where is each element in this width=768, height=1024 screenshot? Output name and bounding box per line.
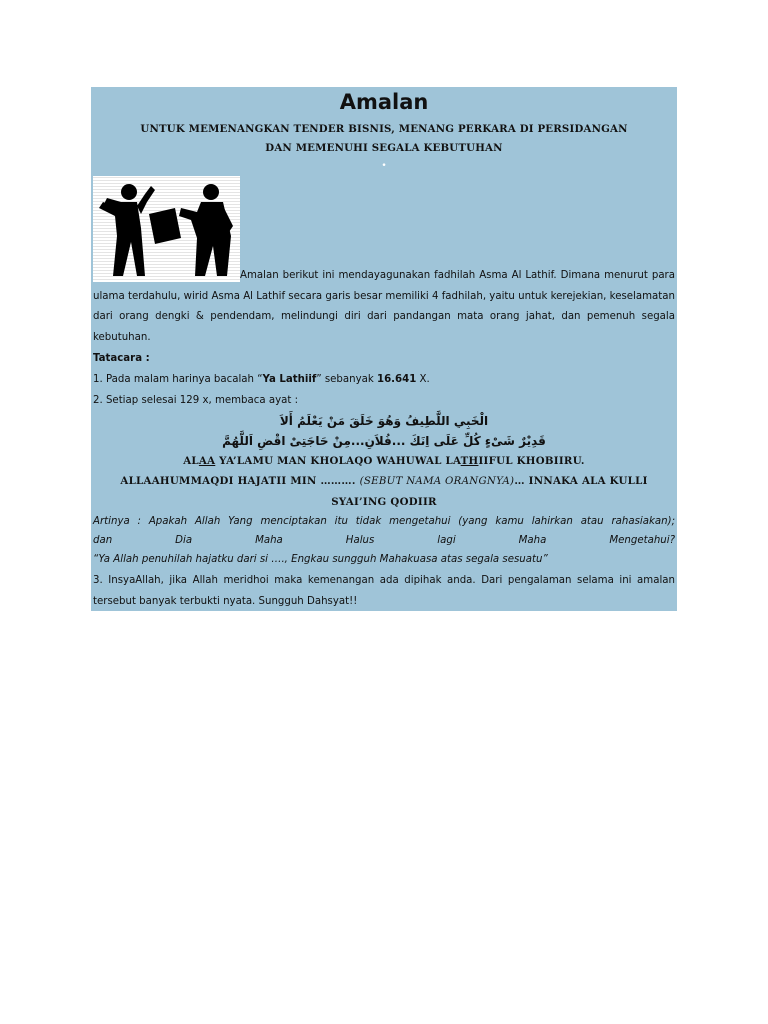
subtitle-line-2: DAN MEMENUHI SEGALA KEBUTUHAN [265,142,503,154]
transliteration-line-3: SYAI’ING QODIIR [331,496,437,508]
meaning-line-1: Artinya : Apakah Allah Yang menciptakan itu tidak mengetahui (yang kamu lahirkan atau rahasiakan); [93,516,675,527]
meaning-line-2: dan Dia Maha Halus lagi Maha Mengetahui? [93,535,675,546]
tatacara-heading: Tatacara : [93,353,150,364]
closing-paragraph: 3. InsyaAllah, jika Allah meridhoi maka kemenangan ada dipihak anda. Dari pengalaman selama ini amalan tersebut banyak terbukti nyata. Sungguh Dahsyat!! [93,575,675,607]
two-silhouettes-icon [93,176,240,282]
arabic-line-2: قَدِيْرٌ شَىْءٍ كُلِّ عَلَى اِنَكَ ...فُلاَنِ...مِنْ حَاجَتِىْ اقْضِ اَللَّهُمَّ [222,434,546,448]
meaning-line-3: “Ya Allah penuhilah hajatku dari si …., Engkau sungguh Mahakuasa atas segala sesuatu” [93,554,548,565]
intro-paragraph [93,176,675,348]
arabic-line-1: الْخَبِي اللَّطِيفُ وَهُوَ خَلَقَ مَنْ يَعْلَمُ أَلاَ [279,414,489,428]
transliteration-line-2: ALLAAHUMMAQDI HAJATII MIN ………. (SEBUT NAMA ORANGNYA)… INNAKA ALA KULLI [120,475,648,487]
step-2: 2. Setiap selesai 129 x, membaca ayat : [93,395,299,406]
transliteration-line-1: ALAA YA’LAMU MAN KHOLAQO WAHUWAL LATHIIFUL KHOBIIRU. [183,455,585,467]
subtitle-line-1: UNTUK MEMENANGKAN TENDER BISNIS, MENANG PERKARA DI PERSIDANGAN [140,123,628,135]
intro-text: Amalan berikut ini mendayagunakan fadhilah Asma Al Lathif. Dimana menurut para ulama terdahulu, wirid Asma Al Lathif secara garis besar memiliki 4 fadhilah, yaitu untuk kerejekian, keselamatan dari orang dengki & pendendam, melindungi diri dari pandangan mata orang jahat, dan pemenuh segala kebutuhan. [93,270,675,343]
bullet-dot: • [381,161,387,171]
article-box [91,87,677,611]
page-title: Amalan [339,90,429,114]
step-1: 1. Pada malam harinya bacalah “Ya Lathiif” sebanyak 16.641 X. [93,374,430,385]
silhouettes-image [93,176,240,282]
